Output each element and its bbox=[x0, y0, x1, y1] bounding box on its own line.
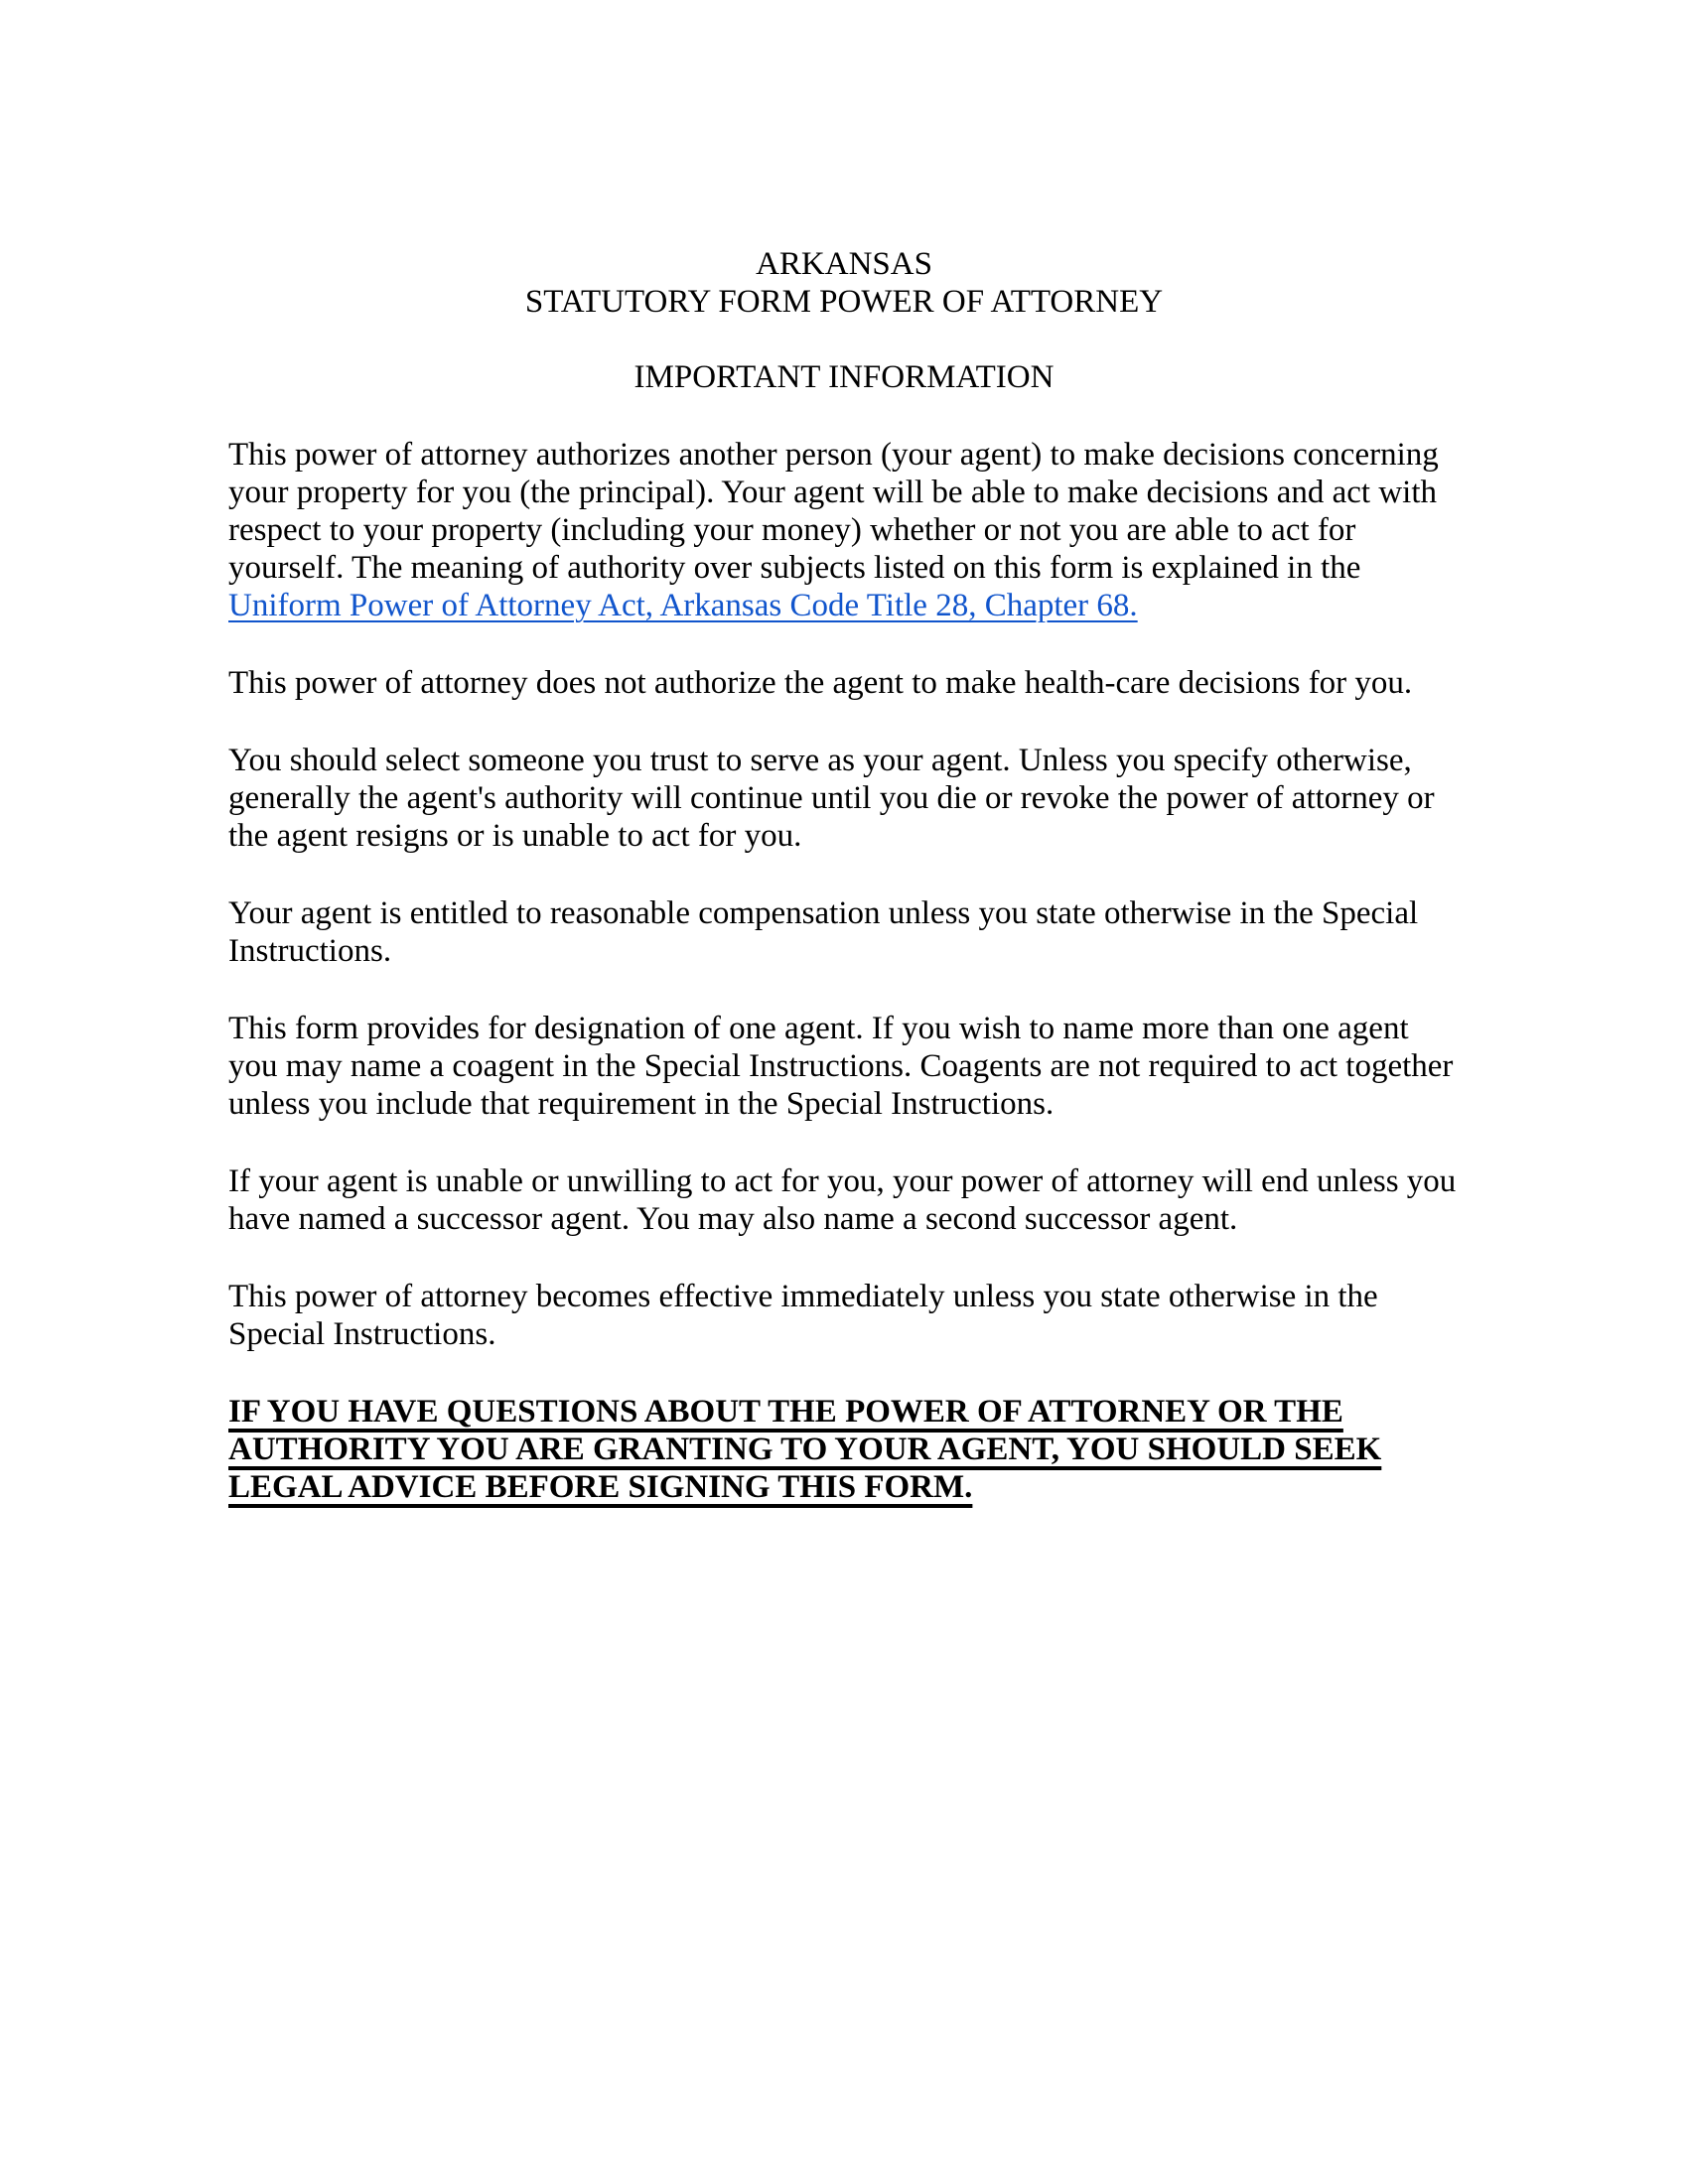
doc-title-line2: STATUTORY FORM POWER OF ATTORNEY bbox=[524, 284, 1164, 320]
paragraph-agent-selection: You should select someone you trust to serve as your agent. Unless you specify otherwise, generally the agent's authority will continue until you die or revoke the power of attorney or the agent resigns or is unable to act for you. bbox=[228, 743, 1435, 854]
paragraph-health-care: This power of attorney does not authorize the agent to make health-care decisions for you. bbox=[228, 665, 1413, 701]
intro-paragraph bbox=[228, 436, 1460, 624]
intro-paragraph-text: This power of attorney authorizes another person (your agent) to make decisions concerning your property for you (the principal). Your agent will be able to make decisions and act with respect to your property (including your money) whether or not you are able to act for yourself. The meaning of authority over subjects listed on this form is explained in the bbox=[228, 437, 1439, 586]
document-content bbox=[228, 245, 1460, 1506]
legal-advice-warning: IF YOU HAVE QUESTIONS ABOUT THE POWER OF ATTORNEY OR THE AUTHORITY YOU ARE GRANTING TO YOUR AGENT, YOU SHOULD SEEK LEGAL ADVICE BEFORE SIGNING THIS FORM. bbox=[228, 1394, 1382, 1505]
doc-title-line1: ARKANSAS bbox=[756, 246, 932, 282]
section-heading-important-information: IMPORTANT INFORMATION bbox=[633, 359, 1055, 395]
paragraph-successor-agent: If your agent is unable or unwilling to act for you, your power of attorney will end unless you have named a successor agent. You may also name a second successor agent. bbox=[228, 1163, 1457, 1237]
paragraph-coagents: This form provides for designation of one agent. If you wish to name more than one agent you may name a coagent in the Special Instructions. Coagents are not required to act together unless you include that requirement in the Special Instructions. bbox=[228, 1011, 1454, 1122]
paragraph-effective-immediately: This power of attorney becomes effective immediately unless you state otherwise in the Special Instructions. bbox=[228, 1279, 1378, 1352]
uniform-power-of-attorney-act-link[interactable]: Uniform Power of Attorney Act, Arkansas Code Title 28, Chapter 68. bbox=[228, 588, 1138, 623]
paragraph-compensation: Your agent is entitled to reasonable compensation unless you state otherwise in the Special Instructions. bbox=[228, 895, 1419, 969]
